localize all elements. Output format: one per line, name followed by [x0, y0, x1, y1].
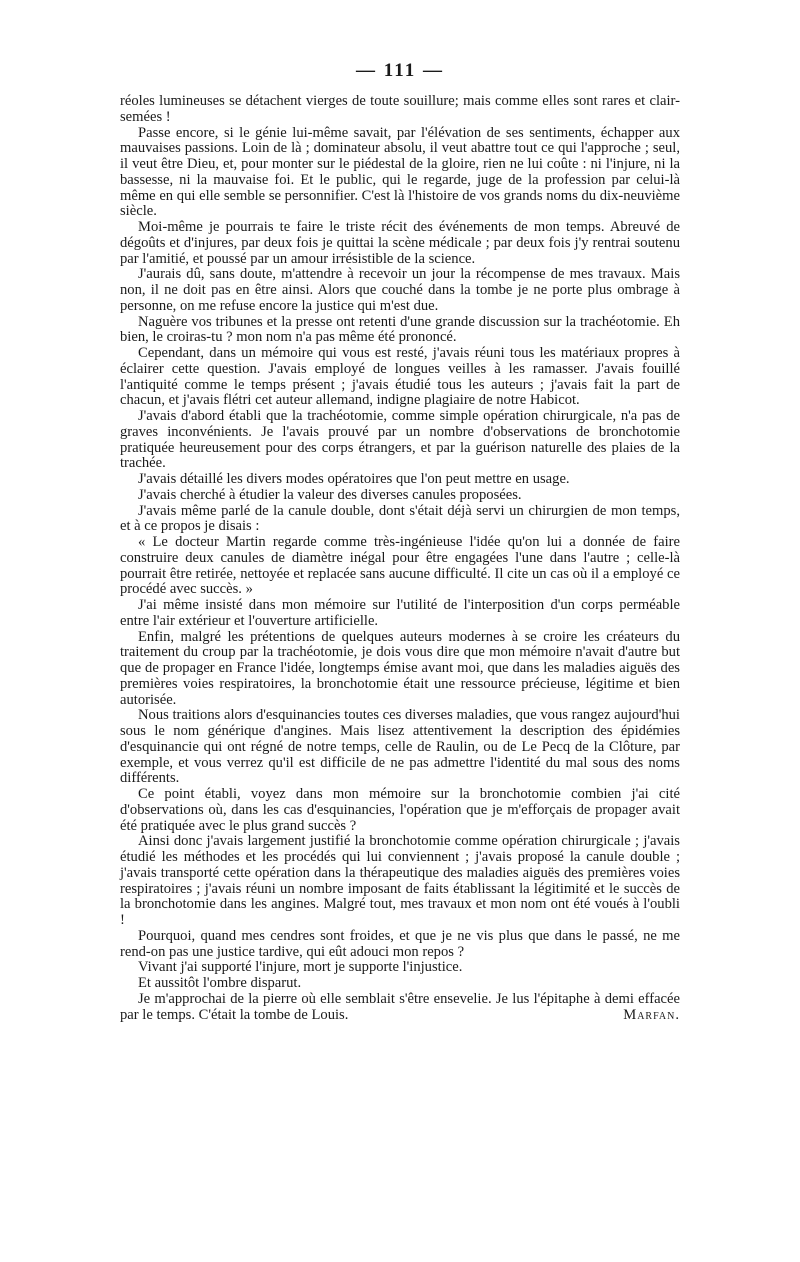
paragraph: « Le docteur Martin regarde comme très-ingénieuse l'idée qu'on lui a donnée de faire construire deux canules de diamètre inégal pour être engagées l'une dans l'autre ; celle-là pourrait être retirée, nettoyée et replacée sans aucune difficulté. Il cite un cas où il a employé ce procédé avec succès. » — [120, 534, 680, 598]
paragraph: Ainsi donc j'avais largement justifié la bronchotomie comme opération chirurgicale ; j'avais étudié les méthodes et les procédés qui lui conviennent ; j'avais proposé la canule double ; j'avais transporté cette opération dans la thérapeutique des maladies aiguës des premières voies respiratoires ; j'avais réuni un nombre imposant de faits établissant la légitimité et le succès de la bronchotomie dans les angines. Malgré tout, mes travaux et mon nom ont été voués à l'oubli ! — [120, 833, 680, 928]
paragraph: Enfin, malgré les prétentions de quelques auteurs modernes à se croire les créateurs du traitement du croup par la trachéotomie, je dois vous dire que mon mémoire n'avait d'autre but que de propager en France l'idée, longtemps émise avant moi, que dans les maladies aiguës des premières voies respiratoires, la bronchotomie était une ressource précieuse, légitime et bien autorisée. — [120, 628, 680, 708]
paragraph: réoles lumineuses se détachent vierges de toute souillure; mais comme elles sont rares et clair-semées ! — [120, 93, 680, 125]
paragraph: J'avais cherché à étudier la valeur des diverses canules proposées. — [138, 486, 522, 503]
author-signature: Marfan. — [623, 1006, 680, 1023]
paragraph: Et aussitôt l'ombre disparut. — [138, 975, 302, 991]
body-text — [120, 94, 680, 1023]
paragraph: Naguère vos tribunes et la presse ont retenti d'une grande discussion sur la trachéotomie. Eh bien, le croiras-tu ? mon nom n'a pas même été prononcé. — [120, 313, 680, 346]
paragraph: Moi-même je pourrais te faire le triste récit des événements de mon temps. Abreuvé de dégoûts et d'injures, par deux fois je quittai la scène médicale ; par deux fois j'y rentrai soutenu par l'amitié, et poussé par un amour irrésistible de la science. — [120, 219, 680, 267]
closing-paragraph — [120, 992, 680, 1024]
paragraph: J'avais d'abord établi que la trachéotomie, comme simple opération chirurgicale, n'a pas de graves inconvénients. Je l'avais prouvé par un nombre d'observations de bronchotomie pratiquée heureusement pour des corps étrangers, et par la guérison naturelle des plaies de la trachée. — [120, 408, 680, 472]
paragraph: Nous traitions alors d'esquinancies toutes ces diverses maladies, que vous rangez aujourd'hui sous le nom générique d'angines. Mais lisez attentivement la description des épidémies d'esquinancie qui ont régné de notre temps, celle de Raulin, ou de Le Pecq de la Clôture, par exemple, et vous verrez qu'il est difficile de ne pas admettre l'identité du mal sous des noms différents. — [120, 707, 680, 787]
paragraph: Ce point établi, voyez dans mon mémoire sur la bronchotomie combien j'ai cité d'observations où, dans les cas d'esquinancies, l'opération que je m'efforçais de propager avait été pratiquée avec le plus grand succès ? — [120, 786, 680, 834]
paragraph: Pourquoi, quand mes cendres sont froides, et que je ne vis plus que dans le passé, ne me rend-on pas une justice tardive, qui eût adouci mon repos ? — [120, 927, 680, 960]
paragraph: J'avais détaillé les divers modes opératoires que l'on peut mettre en usage. — [138, 471, 570, 487]
paragraph: J'ai même insisté dans mon mémoire sur l'utilité de l'interposition d'un corps perméable entre l'air extérieur et l'ouverture artificielle. — [120, 597, 680, 629]
paragraph: Vivant j'ai supporté l'injure, mort je supporte l'injustice. — [138, 959, 463, 976]
paragraph: Passe encore, si le génie lui-même savait, par l'élévation de ses sentiments, échapper aux mauvaises passions. Loin de là ; dominateur absolu, il veut abattre tout ce qui l'approche ; seul, il veut être Dieu, et, pour monter sur le piédestal de la gloire, rien ne lui coûte : ni l'injure, ni la bassesse, ni la mauvaise foi. Et le public, qui le regarde, juge de la profession par celui-là même en qui elle semble se personnifier. C'est là l'histoire de vos grands noms du dix-neuvième siècle. — [120, 124, 680, 220]
closing-text: Je m'approchai de la pierre où elle semblait s'être ensevelie. Je lus l'épitaphe à demi effacée par le temps. C'était la tombe de Louis. — [120, 990, 680, 1023]
page-number: — 111 — — [356, 60, 444, 81]
paragraph: Cependant, dans un mémoire qui vous est resté, j'avais réuni tous les matériaux propres à éclairer cette question. J'avais employé de longues veilles à les ramasser. J'avais fouillé l'antiquité comme le temps présent ; j'avais étudié tous les auteurs ; j'avais fait la part de chacun, et j'avais flétri cet auteur allemand, indigne plagiaire de notre Habicot. — [120, 345, 680, 409]
paragraph: J'avais même parlé de la canule double, dont s'était déjà servi un chirurgien de mon temps, et à ce propos je disais : — [120, 502, 680, 535]
paragraph: J'aurais dû, sans doute, m'attendre à recevoir un jour la récompense de mes travaux. Mais non, il ne doit pas en être ainsi. Alors que couché dans la tombe je ne porte plus ombrage à personne, on me refuse encore la justice qui m'est due. — [120, 266, 680, 314]
